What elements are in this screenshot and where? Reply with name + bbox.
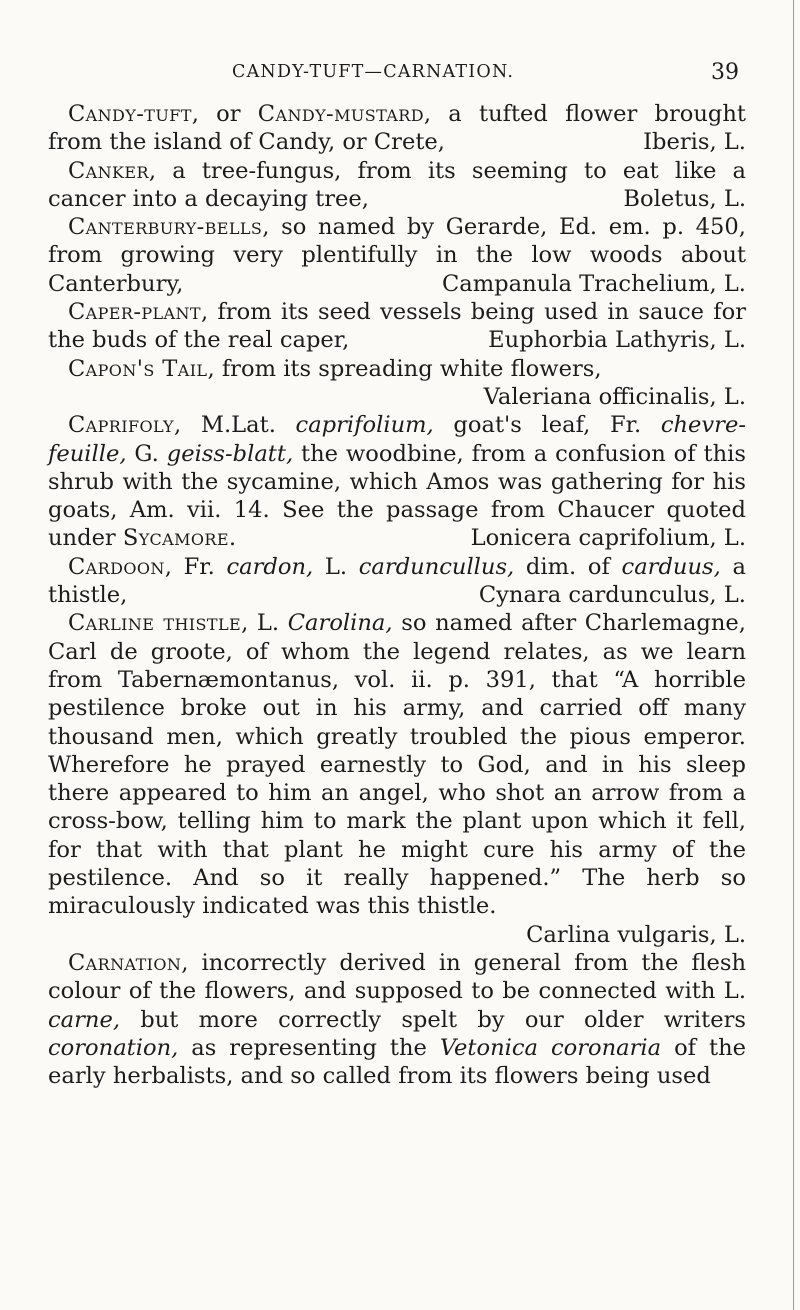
entry-candy-tuft — [48, 100, 746, 157]
entry-text: , a tufted flower brought from the island of Candy, or Crete, — [48, 101, 746, 156]
page-body — [48, 100, 746, 1090]
italic-term: chevre-feuille, — [48, 412, 746, 467]
entry-caprifoly — [48, 411, 746, 552]
running-title: CANDY-TUFT—CARNATION. — [232, 62, 515, 82]
entry-text: dim. of — [514, 553, 622, 580]
entry-canterbury-bells — [48, 213, 746, 298]
latin-name: Cynara cardunculus, L. — [478, 582, 746, 609]
latin-name: Valeriana officinalis, L. — [483, 383, 746, 410]
italic-term: coronation, — [48, 1034, 179, 1061]
entry-text: , a tree-fungus, from its seeming to eat like a cancer into a decaying tree, — [48, 157, 746, 212]
italic-term: cardon, — [226, 553, 314, 580]
entry-text: but more correctly spelt by our older writers — [120, 1006, 746, 1033]
entry-text: , L. — [241, 610, 288, 637]
entry-text: L. — [313, 553, 359, 580]
entry-text: , Fr. — [164, 553, 227, 580]
entry-head: Canterbury-bells — [68, 214, 263, 241]
italic-term: Carolina, — [287, 610, 393, 637]
entry-text: , or — [191, 101, 258, 127]
entry-text: of the early herbalists, and so called from its flowers being used — [48, 1034, 746, 1090]
entry-canker — [48, 157, 746, 214]
italic-term: carne, — [48, 1006, 121, 1033]
entry-head: Carnation — [68, 949, 182, 976]
cross-reference: Sycamore. — [122, 525, 237, 552]
latin-name: Campanula Trachelium, L. — [442, 270, 746, 297]
entry-text: the woodbine, from a confusion of this shrub with the sycamine, which Amos was gathering for his goats, Am. vii. 14. See the passage from Chaucer quoted under — [48, 440, 746, 552]
italic-term: carduus, — [621, 553, 721, 580]
entry-text: , from its spreading white flowers, — [207, 355, 602, 382]
entry-caper-plant — [48, 298, 746, 355]
latin-name: Carlina vulgaris, L. — [526, 921, 746, 948]
entry-text: , incorrectly derived in general from the flesh colour of the flowers, and supposed to be connected with L. — [48, 949, 746, 1005]
entry-head: Carline thistle — [68, 610, 242, 637]
entry-capons-tail — [48, 355, 746, 412]
entry-text: as representing the — [178, 1034, 440, 1061]
entry-text: a thistle, — [48, 553, 746, 609]
entry-carline-thistle — [48, 609, 746, 949]
entry-head: Caprifoly — [68, 412, 174, 439]
page-edge — [793, 0, 794, 1310]
page-header — [0, 62, 800, 92]
italic-term: geiss-blatt, — [166, 440, 294, 467]
latin-name: Boletus, L. — [623, 185, 746, 212]
latin-name: Euphorbia Lathyris, L. — [488, 327, 746, 354]
entry-head: Candy-tuft — [68, 101, 192, 127]
entry-text: so named after Charlemagne, Carl de groote, of whom the legend relates, as we learn from Tabernæmontanus, vol. ii. p. 391, that “A horrible pestilence broke out in his army, and carried off many thousand men, which greatly troubled the pious emperor. Wherefore he prayed earnestly to God, and in his sleep there appeared to him an angel, who shot an arrow from a cross-bow, telling him to mark the plant upon which it fell, for that with that plant he might cure his army of the pestilence. And so it really happened.” The herb so miraculously indicated was this thistle. — [48, 610, 746, 920]
entry-text: , from its seed vessels being used in sauce for the buds of the real caper, — [48, 299, 746, 354]
entry-head: Canker — [68, 157, 149, 184]
entry-text: , M.Lat. — [173, 412, 296, 439]
italic-term: carduncullus, — [358, 553, 515, 580]
latin-name: Lonicera caprifolium, L. — [470, 525, 746, 552]
entry-text: , so named by Gerarde, Ed. em. p. 450, from growing very plentifully in the low woods about Canterbury, — [48, 214, 746, 297]
page-number: 39 — [711, 60, 739, 85]
entry-carnation — [48, 949, 746, 1090]
italic-term: Vetonica coronaria — [439, 1034, 662, 1061]
entry-cardoon — [48, 553, 746, 610]
entry-text: G. — [126, 440, 167, 467]
entry-head: Cardoon — [68, 553, 165, 580]
entry-text: goat's leaf, Fr. — [433, 412, 661, 439]
entry-head: Caper-plant — [68, 299, 201, 326]
entry-head-alt: Candy-mustard — [257, 101, 424, 127]
italic-term: caprifolium, — [295, 412, 434, 439]
latin-name: Iberis, L. — [643, 129, 746, 156]
entry-head: Capon's Tail — [68, 355, 208, 382]
